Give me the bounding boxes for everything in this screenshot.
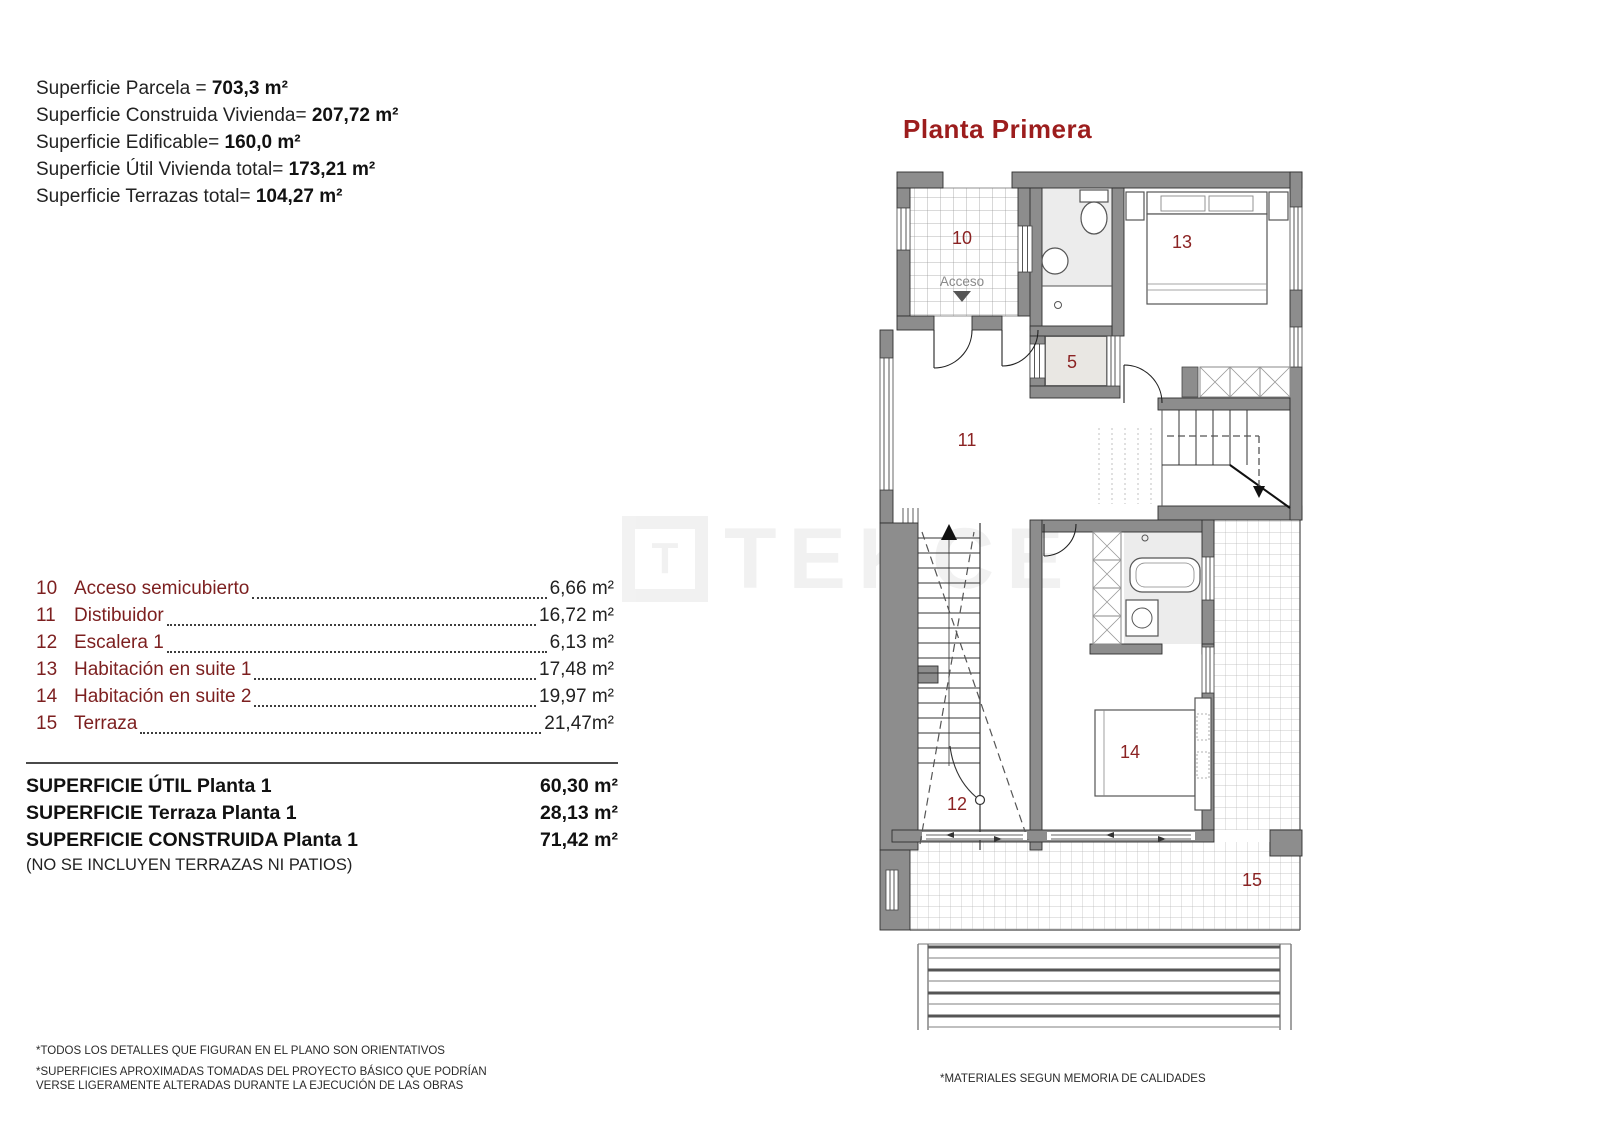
room-area: 19,97 m² — [539, 686, 614, 707]
newel-post — [976, 796, 985, 805]
summary-row — [26, 773, 618, 800]
room-number: 14 — [36, 686, 58, 707]
footnote-materials: *MATERIALES SEGUN MEMORIA DE CALIDADES — [940, 1073, 1206, 1085]
nightstand — [1269, 192, 1288, 220]
room-label-12: 12 — [946, 794, 968, 814]
window — [1290, 207, 1302, 290]
window — [897, 208, 910, 250]
wall — [1202, 600, 1214, 647]
footnotes-left — [36, 1044, 516, 1094]
plan-title: Planta Primera — [903, 114, 1093, 144]
room-schedule — [36, 578, 614, 740]
summary-label: SUPERFICIE CONSTRUIDA Planta 1 — [26, 829, 358, 851]
handrail-curve — [950, 746, 976, 797]
wall-ticks — [903, 508, 918, 523]
watermark-logo-icon: T — [622, 516, 708, 602]
info-value: 104,27 m² — [255, 186, 343, 207]
summary-value: 28,13 m² — [539, 802, 618, 824]
room-row — [36, 578, 614, 605]
dotted-leader — [167, 624, 536, 626]
room-name: Habitación en suite 2 — [74, 686, 252, 707]
dotted-leader — [252, 597, 546, 599]
room-row — [36, 605, 614, 632]
surface-info-block — [36, 75, 398, 210]
info-label: Superficie Útil Vivienda total= — [36, 159, 289, 180]
pillow — [1209, 196, 1253, 211]
room-number: 13 — [36, 659, 58, 680]
room-number: 12 — [36, 632, 58, 653]
room14-furniture — [1095, 698, 1211, 810]
wall — [880, 523, 918, 850]
wall — [1030, 326, 1112, 336]
window — [1202, 557, 1214, 600]
wall — [1030, 520, 1042, 850]
summary-note: (NO SE INCLUYEN TERRAZAS NI PATIOS) — [26, 856, 353, 874]
room-label-13: 13 — [1171, 232, 1193, 252]
room-name: Escalera 1 — [74, 632, 164, 653]
wall — [1290, 290, 1302, 327]
info-label: Superficie Edificable= — [36, 132, 225, 153]
dotted-leader — [167, 651, 547, 653]
info-line — [36, 102, 398, 129]
summary-value: 60,30 m² — [539, 775, 618, 797]
wall — [1112, 188, 1124, 336]
footnote-2: *SUPERFICIES APROXIMADAS TOMADAS DEL PROYECTO BÁSICO QUE PODRÍAN VERSE LIGERAMENTE ALTERADAS DURANTE LA EJECUCIÓN DE LAS OBRAS — [36, 1065, 487, 1092]
info-value: 160,0 m² — [224, 132, 301, 153]
wall — [880, 330, 893, 358]
room-label-14: 14 — [1119, 742, 1141, 762]
bed13 — [1147, 214, 1267, 304]
washbasin-icon — [1126, 600, 1158, 636]
info-value: 703,3 m² — [211, 78, 288, 99]
room-label-11: 11 — [957, 430, 977, 450]
info-line — [36, 129, 398, 156]
info-value: 207,72 m² — [311, 105, 399, 126]
info-line — [36, 75, 398, 102]
window — [1290, 327, 1302, 367]
toilet-icon — [1081, 202, 1107, 234]
dotted-leader — [254, 705, 536, 707]
room-area: 21,47m² — [544, 713, 614, 734]
wardrobe-b2 — [1093, 532, 1121, 644]
room-name: Distibuidor — [74, 605, 164, 626]
bed14 — [1095, 710, 1195, 796]
vanity-drain — [1055, 302, 1062, 309]
room-row — [36, 659, 614, 686]
window — [1018, 226, 1032, 272]
window — [886, 870, 898, 910]
room-number: 10 — [36, 578, 58, 599]
closet-box — [1182, 367, 1198, 397]
door-room10-to-11 — [934, 330, 972, 368]
room-number: 15 — [36, 713, 58, 734]
room-name: Acceso semicubierto — [74, 578, 250, 599]
info-value: 173,21 m² — [288, 159, 376, 180]
window — [880, 358, 893, 490]
wall — [1012, 172, 1302, 188]
toilet-tank — [1080, 190, 1108, 202]
summary-row — [26, 827, 618, 854]
room-row — [36, 686, 614, 713]
wall — [972, 316, 1002, 330]
wall — [1042, 520, 1214, 532]
room-area: 6,13 m² — [549, 632, 614, 653]
info-label: Superficie Terrazas total= — [36, 186, 256, 207]
room13-furniture — [1126, 192, 1290, 397]
wall — [897, 188, 910, 208]
info-line — [36, 156, 398, 183]
wall — [1158, 398, 1290, 410]
room-area: 17,48 m² — [539, 659, 614, 680]
wall — [1158, 506, 1302, 520]
shaft-door — [1107, 336, 1120, 386]
info-label: Superficie Parcela = — [36, 78, 212, 99]
room-label-5: 5 — [1066, 352, 1078, 372]
exterior-steps — [918, 944, 1291, 1030]
room-row — [36, 713, 614, 740]
info-label: Superficie Construida Vivienda= — [36, 105, 312, 126]
wall — [880, 490, 893, 523]
sink-icon — [1042, 248, 1068, 274]
upper-stairs — [1099, 410, 1290, 508]
surface-summary — [26, 762, 618, 875]
wall — [1202, 520, 1214, 557]
bed14-headboard — [1195, 698, 1211, 810]
stair-below-dotted — [1099, 428, 1151, 504]
stair-arrow-down — [1253, 486, 1265, 498]
summary-row — [26, 800, 618, 827]
summary-label: SUPERFICIE Terraza Planta 1 — [26, 802, 297, 824]
summary-value: 71,42 m² — [539, 829, 618, 851]
room-area: 6,66 m² — [549, 578, 614, 599]
wall — [1090, 644, 1162, 654]
wall — [1270, 830, 1302, 856]
nightstand — [1126, 192, 1144, 220]
wall — [918, 666, 938, 683]
floor-plan — [862, 158, 1312, 1038]
terrace-right-floor — [1214, 520, 1300, 830]
room-number: 11 — [36, 605, 56, 626]
info-line — [36, 183, 398, 210]
door-to-room13 — [1124, 365, 1162, 403]
acceso-label: Acceso — [939, 274, 985, 289]
pillow — [1161, 196, 1205, 211]
stair-treads-upper — [1162, 410, 1247, 465]
dotted-leader — [140, 732, 541, 734]
window — [1202, 647, 1214, 693]
room-row — [36, 632, 614, 659]
room-name: Habitación en suite 1 — [74, 659, 252, 680]
room-name: Terraza — [74, 713, 138, 734]
stair-arrow-up — [941, 524, 957, 540]
room-label-10: 10 — [951, 228, 973, 248]
room-area: 16,72 m² — [539, 605, 614, 626]
wall — [897, 316, 934, 330]
wall — [1290, 172, 1302, 207]
wall — [897, 250, 910, 316]
wall — [897, 172, 943, 188]
wall — [1290, 367, 1302, 520]
dotted-leader — [254, 678, 536, 680]
summary-label: SUPERFICIE ÚTIL Planta 1 — [26, 775, 272, 797]
room-label-15: 15 — [1241, 870, 1263, 890]
footnote-1: *TODOS LOS DETALLES QUE FIGURAN EN EL PLANO SON ORIENTATIVOS — [36, 1045, 445, 1057]
wall — [1030, 386, 1120, 398]
